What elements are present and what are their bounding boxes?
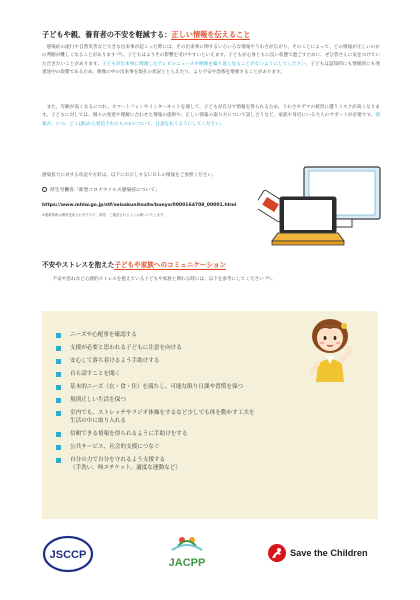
tip-text: 信頼できる情報を得られるように手助けをする bbox=[70, 431, 188, 437]
update-note: ※掲載情報は随時更新されますので、都度、ご確認されるようお願いいたします。 bbox=[42, 213, 167, 217]
laptop-phone-illustration-icon bbox=[258, 163, 384, 253]
communication-lead: 不安や恐れなど心理的ストレスを抱えている子どもや家族と関わる時には、以下を参考にしてください ¹⁹）。 bbox=[48, 277, 276, 282]
section-heading-communication bbox=[42, 259, 226, 269]
section-heading-misinformation bbox=[42, 30, 250, 40]
para1-tail: 子どもは認知的にも情緒的にも発達途中の段階であるため、映像の中の出来事を現在の状況ととらえたり、より不安や恐怖を増強することがあります。 bbox=[42, 61, 380, 76]
tip-item bbox=[56, 370, 306, 378]
heading2-red-text: 子どもや家族へのコミュニケーション bbox=[114, 261, 227, 269]
tip-text: 自ら話すことを聞く bbox=[70, 371, 121, 377]
tip-item bbox=[56, 409, 306, 425]
tip-item bbox=[56, 331, 306, 339]
girl-waving-illustration-icon bbox=[304, 316, 356, 384]
square-bullet-icon bbox=[56, 359, 61, 364]
tips-list bbox=[56, 331, 306, 477]
jsccp-logo-text: JSCCP bbox=[49, 549, 87, 561]
tip-item bbox=[56, 357, 306, 365]
square-bullet-icon bbox=[56, 346, 61, 351]
para1-text: 感染症の流行や自然災害など大きな出来事が起こった際には、その出来事に関するいろいろな情報やうわさが広がり、そのことによって、どの情報が正しいのかの判断が難しくなることがあります ¹⁹）。子どもはよりその影響を受けやすいといえます。子どもが心身ともに良い状態で過ごすために、ぜひ皆さんに気をつけていただきたいことがあります。 bbox=[42, 45, 380, 67]
tip-text: 規則正しい生活を保つ bbox=[70, 397, 126, 403]
paragraph-1 bbox=[42, 44, 380, 78]
mhlw-resource-title bbox=[42, 186, 160, 193]
tip-text: 基本的ニーズ（衣・食・住）を満たし、可能な限り日課や習慣を保つ bbox=[70, 384, 244, 390]
square-bullet-icon bbox=[56, 385, 61, 390]
heading-black-text: 子どもや親、養育者の不安を軽減する： bbox=[42, 30, 172, 39]
square-bullet-icon bbox=[56, 458, 61, 463]
jsccp-logo bbox=[42, 534, 94, 574]
tip-item bbox=[56, 383, 306, 391]
square-bullet-icon bbox=[56, 398, 61, 403]
square-bullet-icon bbox=[56, 411, 61, 416]
stc-logo-text: Save the Children bbox=[290, 548, 368, 558]
save-the-children-logo bbox=[268, 543, 378, 563]
square-bullet-icon bbox=[56, 372, 61, 377]
para2-highlight: 情報が、いつ、どこ(誰)から発信されたものかについて、注意を払うようにしてください。 bbox=[42, 113, 380, 127]
tip-text: 支援が必要と思われる子どもに注意を向ける bbox=[70, 345, 182, 351]
square-bullet-icon bbox=[56, 445, 61, 450]
jacpp-logo bbox=[158, 534, 216, 578]
tip-item bbox=[56, 456, 306, 472]
tip-item bbox=[56, 430, 306, 438]
tip-text: 安心して落ち着けるよう手助けする bbox=[70, 358, 160, 364]
mhlw-title-text: 厚生労働省「新型コロナウイルス感染症について」 bbox=[50, 188, 160, 193]
tip-text: 自分の力で自分を守れるよう支援する bbox=[70, 457, 166, 463]
paragraph-2 bbox=[42, 104, 380, 129]
tip-text: 公共サービス、社会的支援につなぐ bbox=[70, 444, 160, 450]
para1-highlight: 子どもが出来事に関連したテレビのニュースや映像を繰り返し見ることがないようにしてください。 bbox=[101, 61, 311, 67]
tip-item bbox=[56, 396, 306, 404]
jacpp-logo-text: JACPP bbox=[168, 557, 206, 569]
tip-text: ニーズや心配事を確認する bbox=[70, 332, 137, 338]
tip-item bbox=[56, 344, 306, 352]
para2-text: また、年齢が高くなるにつれ、スマートフォンやインターネットを通して、子どもが自分で情報を得られるため、うわさやデマの被害に遭うリスクが高くなります。子どもに対しては、個々の発達や理解に合わせた情報の提供や、正しい情報の取り方について話し合うなど、家族や身近にいる大人のサポートが必要です。 bbox=[42, 105, 380, 119]
tip-text: 生活の中に取り入れる bbox=[70, 418, 126, 424]
heading-red-text: 正しい情報を伝えること bbox=[171, 30, 251, 39]
resource-guide: 感染拡大に対する状況や方針は、以下にお示しするＵＲＬの情報をご参照ください。 bbox=[42, 173, 217, 178]
heading2-black-text: 不安やストレスを抱えた bbox=[42, 261, 115, 269]
square-bullet-icon bbox=[56, 432, 61, 437]
tip-item bbox=[56, 443, 306, 451]
square-bullet-icon bbox=[56, 333, 61, 338]
circle-bullet-icon bbox=[42, 187, 47, 192]
stc-child-emblem-icon bbox=[268, 544, 286, 562]
mhlw-url-link[interactable]: https://www.mhlw.go.jp/stf/seisakunitsuite/bunya/0000164708_00001.html bbox=[42, 203, 237, 208]
tip-text: （手洗い、咳エチケット、適度な運動など） bbox=[70, 465, 181, 471]
tip-text: 室内でも、ストレッチやラジオ体操をするなど少しでも体を動かす工夫を bbox=[70, 410, 255, 416]
